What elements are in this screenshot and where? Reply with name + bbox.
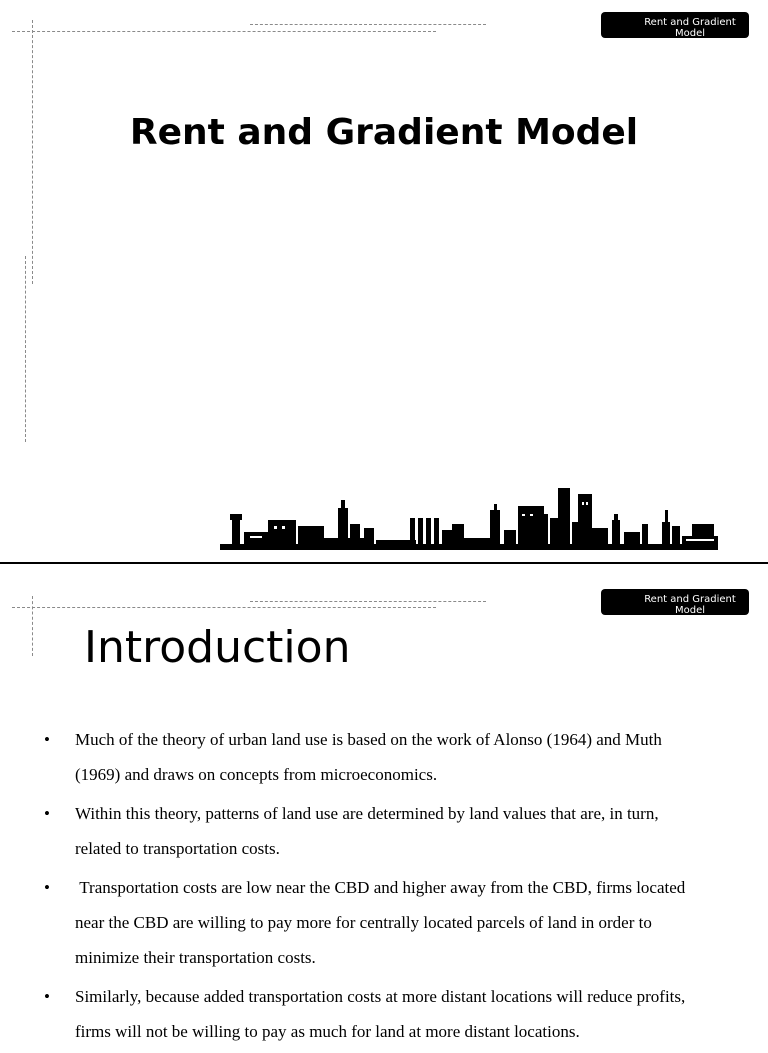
dashed-rule-vertical-lower [25,256,26,442]
bullet-item [0,722,705,792]
bullet-item [0,870,705,975]
bullet-item [0,979,705,1049]
bullet-icon: • [44,730,50,749]
bullet-text: Much of the theory of urban land use is based on the work of Alonso (1964) and Muth (1969) and draws on concepts from microeconomics. [75,730,662,784]
bullet-text: Within this theory, patterns of land use are determined by land values that are, in turn, related to transportation costs. [75,804,659,858]
bullet-list [0,722,768,1053]
slide-title: Introduction [84,622,351,673]
bullet-text: Transportation costs are low near the CBD and higher away from the CBD, firms located near the CBD are willing to pay more for centrally located parcels of land in order to minimize their transportation costs. [75,878,690,967]
dashed-rule-top [250,601,486,602]
city-skyline-icon [220,484,720,552]
dashed-rule-vertical [32,596,33,656]
bullet-text: Similarly, because added transportation costs at more distant locations will reduce profits, firms will not be willing to pay as much for land at more distant locations. [75,987,686,1041]
header-badge [601,12,749,38]
header-badge-label: Rent and Gradient Model [644,594,736,615]
dashed-rule-upper [12,607,436,608]
dashed-rule-top [250,24,486,25]
dashed-rule-upper [12,31,436,32]
slide-title: Rent and Gradient Model [129,112,639,153]
header-badge-label: Rent and Gradient Model [644,17,736,38]
bullet-icon: • [44,878,50,897]
bullet-icon: • [44,804,50,823]
bullet-icon: • [44,987,50,1006]
header-badge [601,589,749,615]
bullet-item [0,796,705,866]
